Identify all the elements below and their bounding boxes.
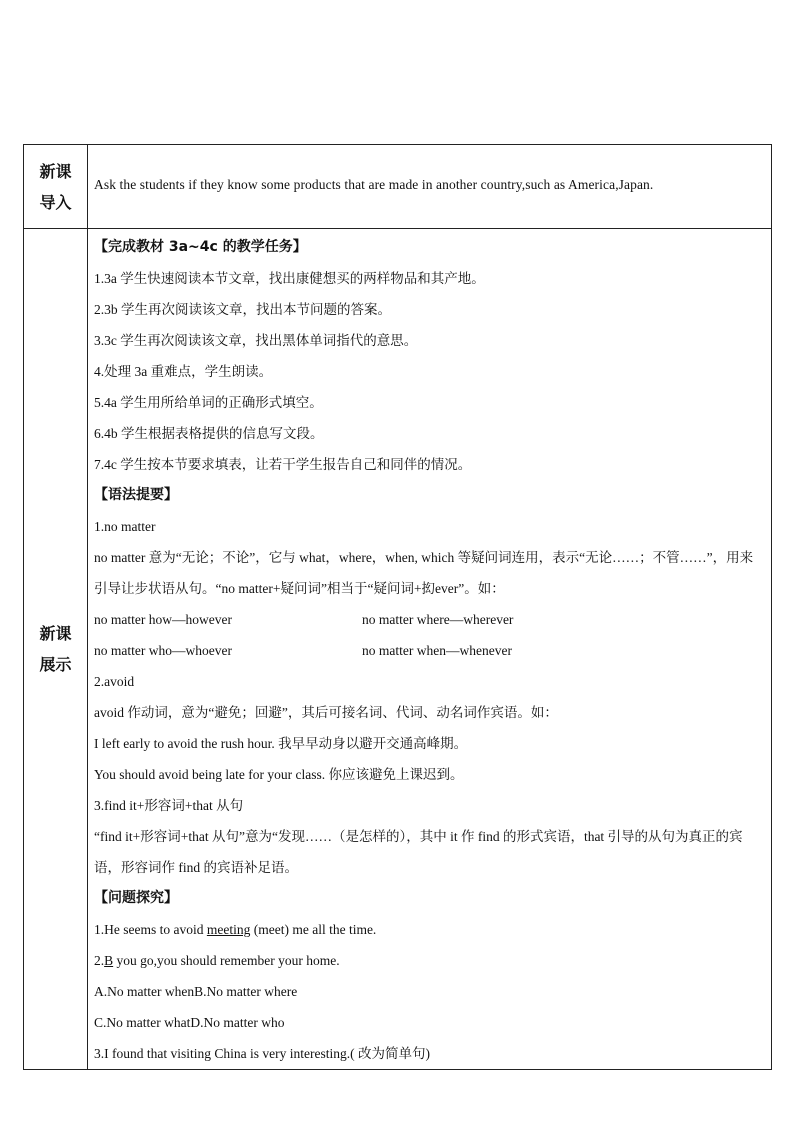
task-heading: 【完成教材 3a~4c 的教学任务】 bbox=[94, 239, 307, 255]
grammar-1-pair-row bbox=[94, 604, 766, 635]
question-3: 3.I found that visiting China is very interesting.( 改为简单句) bbox=[94, 1046, 430, 1061]
explore-heading: 【问题探究】 bbox=[94, 890, 178, 906]
grammar-1-pair-row bbox=[94, 635, 766, 666]
intro-label-line2: 导入 bbox=[39, 192, 72, 212]
grammar-1-pair-right: no matter when—whenever bbox=[362, 643, 512, 658]
question-2-prefix: 2. bbox=[94, 953, 105, 968]
grammar-1-description: no matter 意为“无论；不论”，它与 what，where，when, which 等疑问词连用，表示“无论……；不管……”，用来引导让步状语从句。“no matter+疑问词”相当于“疑问词+抝ever”。如： bbox=[94, 550, 754, 596]
question-2-suffix: you go,you should remember your home. bbox=[113, 953, 340, 968]
grammar-heading: 【语法提要】 bbox=[94, 487, 178, 503]
grammar-2-example-1: I left early to avoid the rush hour. 我早早动身以避开交通高峰期。 bbox=[94, 736, 468, 751]
show-label-cell bbox=[24, 229, 88, 1069]
intro-label bbox=[36, 156, 76, 218]
question-2 bbox=[94, 945, 766, 976]
task-item: 4.处理 3a 重难点，学生朗读。 bbox=[94, 364, 273, 379]
intro-label-cell bbox=[24, 145, 88, 228]
grammar-2-example-2: You should avoid being late for your class. 你应该避免上课迟到。 bbox=[94, 767, 464, 782]
grammar-1-pair-left: no matter how—however bbox=[94, 612, 232, 627]
show-content bbox=[94, 232, 766, 1069]
task-item: 6.4b 学生根据表格提供的信息写文段。 bbox=[94, 426, 324, 441]
intro-label-line1: 新课 bbox=[39, 161, 72, 181]
grammar-3-description: “find it+形容词+that 从句”意为“发现……（是怎样的），其中 it 作 find 的形式宾语，that 引导的从句为真正的宾语，形容词作 find 的宾语补足语。 bbox=[94, 829, 743, 875]
question-1-suffix: (meet) me all the time. bbox=[250, 922, 377, 937]
grammar-1-title: 1.no matter bbox=[94, 519, 156, 534]
task-item: 7.4c 学生按本节要求填表，让若干学生报告自己和同伴的情况。 bbox=[94, 457, 472, 472]
question-1 bbox=[94, 914, 766, 945]
task-item: 5.4a 学生用所给单词的正确形式填空。 bbox=[94, 395, 323, 410]
question-1-answer-blank: meeting bbox=[206, 922, 251, 937]
question-2-options-1: A.No matter whenB.No matter where bbox=[94, 984, 298, 999]
question-2-options-2: C.No matter whatD.No matter who bbox=[94, 1015, 285, 1030]
grammar-2-title: 2.avoid bbox=[94, 674, 135, 689]
grammar-1-pair-left: no matter who—whoever bbox=[94, 643, 232, 658]
grammar-2-description: avoid 作动词，意为“避免；回避”，其后可接名词、代词、动名词作宾语。如： bbox=[94, 705, 558, 720]
lesson-table bbox=[23, 144, 772, 1070]
question-2-answer-blank: B bbox=[104, 953, 114, 968]
question-1-prefix: 1.He seems to avoid bbox=[94, 922, 207, 937]
show-label-line2: 展示 bbox=[39, 655, 72, 674]
intro-text: Ask the students if they know some products that are made in another country,such as America,Japan. bbox=[94, 177, 654, 192]
show-row bbox=[24, 229, 771, 1069]
show-label bbox=[36, 618, 76, 680]
show-label-line1: 新课 bbox=[39, 624, 72, 643]
grammar-1-pair-right: no matter where—wherever bbox=[362, 612, 514, 627]
intro-row bbox=[24, 145, 771, 229]
task-item: 1.3a 学生快速阅读本节文章，找出康健想买的两样物品和其产地。 bbox=[94, 271, 485, 286]
task-item: 2.3b 学生再次阅读该文章，找出本节问题的答案。 bbox=[94, 302, 391, 317]
task-item: 3.3c 学生再次阅读该文章，找出黑体单词指代的意思。 bbox=[94, 333, 418, 348]
grammar-3-title: 3.find it+形容词+that 从句 bbox=[94, 798, 244, 813]
